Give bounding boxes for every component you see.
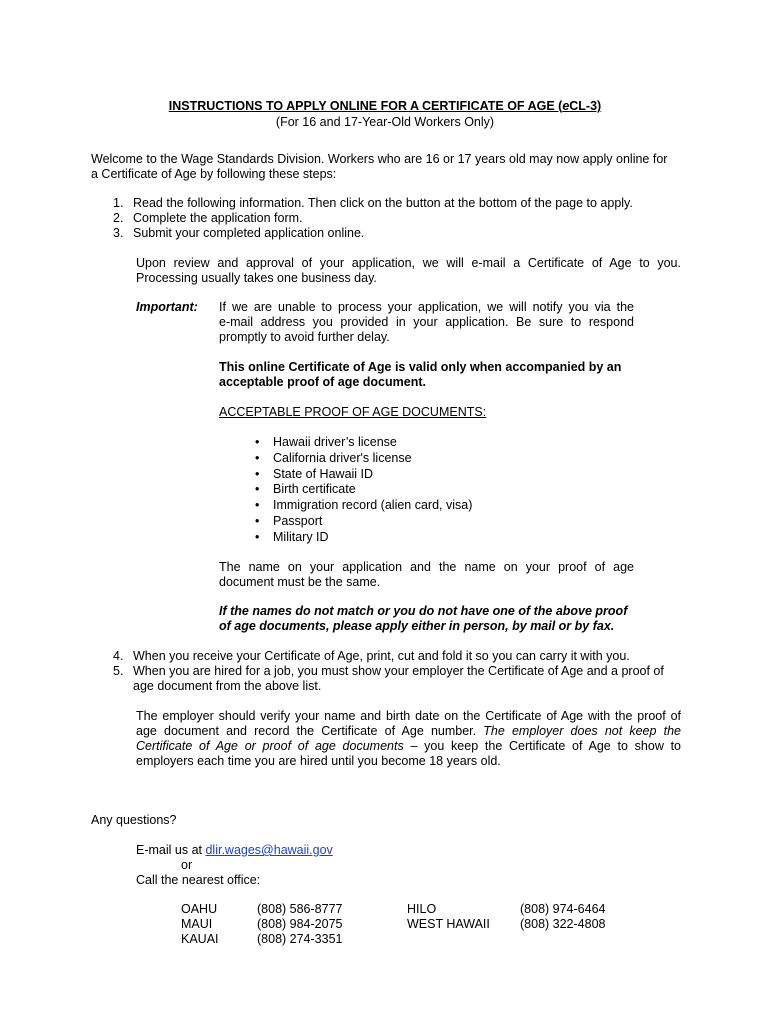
- employer-paragraph: [136, 709, 681, 769]
- page-title: [0, 99, 770, 114]
- bullet-icon: •: [255, 435, 260, 449]
- review-paragraph: [136, 256, 681, 286]
- employer-text-italic: Certificate of Age or proof of age documents: [136, 739, 404, 753]
- list-item: [255, 482, 472, 498]
- doc-label: Passport: [273, 513, 323, 528]
- questions-heading: Any questions?: [91, 813, 177, 827]
- step-text: Read the following information. Then click on the button at the bottom of the page to apply.: [133, 196, 633, 210]
- list-item: [113, 226, 633, 241]
- list-item: [113, 664, 664, 679]
- important-line: promptly to avoid further delay.: [219, 330, 390, 344]
- office-name: HILO: [407, 902, 437, 916]
- office-name: OAHU: [181, 902, 218, 916]
- review-line: Processing usually takes one business day.: [136, 271, 377, 285]
- name-match-paragraph: [219, 560, 634, 590]
- office-row: [181, 902, 342, 917]
- offices-left: [181, 902, 342, 947]
- review-line: Upon review and approval of your application, we will e-mail a Certificate of Age to you.: [136, 256, 681, 270]
- office-name: WEST HAWAII: [407, 917, 490, 931]
- step-number: 5.: [113, 664, 124, 678]
- list-item: [255, 514, 472, 530]
- doc-label: Immigration record (alien card, visa): [273, 498, 473, 513]
- list-item: [255, 530, 472, 546]
- office-row: [407, 902, 605, 917]
- email-link[interactable]: dlir.wages@hawaii.gov: [205, 843, 333, 857]
- mismatch-note: [219, 604, 659, 634]
- employer-text-italic: The employer does not keep the: [483, 724, 681, 738]
- mismatch-note-line: of age documents, please apply either in person, by mail or by fax.: [219, 619, 615, 633]
- employer-line: The employer should verify your name and birth date on the Certificate of Age with the proof of: [136, 709, 681, 723]
- title-text-italic: e: [562, 99, 570, 113]
- name-match-line: document must be the same.: [219, 575, 381, 589]
- office-name: MAUI: [181, 917, 213, 931]
- bullet-icon: •: [255, 513, 260, 528]
- doc-label: Birth certificate: [273, 482, 356, 497]
- employer-line: [136, 739, 681, 754]
- office-name: KAUAI: [181, 932, 219, 946]
- step-text: Submit your completed application online.: [133, 226, 365, 240]
- doc-label: California driver's license: [273, 450, 412, 465]
- important-label: Important:: [136, 300, 198, 314]
- office-phone: (808) 322-4808: [520, 917, 606, 931]
- list-item: [255, 467, 472, 483]
- bullet-icon: •: [255, 529, 260, 544]
- office-row: [407, 917, 605, 932]
- bullet-icon: •: [255, 482, 260, 497]
- bullet-icon: •: [255, 450, 260, 465]
- office-row: [181, 932, 342, 947]
- intro-paragraph: [91, 152, 691, 182]
- step-text: age document from the above list.: [133, 679, 322, 693]
- list-item-continued: [113, 679, 664, 694]
- important-line: If we are unable to process your application, we will notify you via the: [219, 300, 634, 314]
- valid-note: [219, 360, 649, 390]
- valid-note-line: This online Certificate of Age is valid only when accompanied by an: [219, 360, 622, 374]
- doc-label: Military ID: [273, 529, 329, 544]
- doc-label: State of Hawaii ID: [273, 466, 374, 481]
- list-item: [255, 435, 472, 451]
- employer-line: [136, 724, 681, 739]
- offices-right: [407, 902, 605, 932]
- employer-text: age document and record the Certificate of Age number.: [136, 724, 484, 738]
- employer-text: – you keep the Certificate of Age to show to: [403, 739, 682, 753]
- bullet-icon: •: [255, 498, 260, 513]
- or-text: or: [181, 858, 193, 872]
- step-number: 4.: [113, 649, 124, 663]
- mismatch-note-line: If the names do not match or you do not have one of the above proof: [219, 604, 628, 618]
- title-text-end: CL-3): [569, 99, 602, 113]
- step-text: When you receive your Certificate of Age, print, cut and fold it so you can carry it with you.: [133, 649, 630, 663]
- office-phone: (808) 274-3351: [257, 932, 343, 946]
- office-phone: (808) 974-6464: [520, 902, 606, 916]
- intro-line: a Certificate of Age by following these steps:: [91, 167, 337, 181]
- page-subtitle: (For 16 and 17-Year-Old Workers Only): [275, 115, 495, 129]
- doc-label: Hawaii driver’s license: [273, 435, 397, 449]
- list-item: [255, 498, 472, 514]
- employer-line: employers each time you are hired until you become 18 years old.: [136, 754, 501, 768]
- step-number: 3.: [113, 226, 124, 240]
- valid-note-line: acceptable proof of age document.: [219, 375, 426, 389]
- list-item: [255, 451, 472, 467]
- important-line: e-mail address you provided in your application. Be sure to respond: [219, 315, 634, 329]
- title-text-start: INSTRUCTIONS TO APPLY ONLINE FOR A CERTIFICATE OF AGE (: [168, 99, 563, 113]
- office-phone: (808) 586-8777: [257, 902, 343, 916]
- list-item: [113, 211, 633, 226]
- email-prefix: E-mail us at: [136, 843, 206, 857]
- step-number: 1.: [113, 196, 124, 210]
- intro-line: Welcome to the Wage Standards Division. Workers who are 16 or 17 years old may now apply online for: [91, 152, 668, 166]
- office-phone: (808) 984-2075: [257, 917, 343, 931]
- step-number: 2.: [113, 211, 124, 225]
- office-row: [181, 917, 342, 932]
- step-text: When you are hired for a job, you must show your employer the Certificate of Age and a proof of: [133, 664, 664, 678]
- list-item: [113, 649, 664, 664]
- important-text: [219, 300, 634, 345]
- call-text: Call the nearest office:: [136, 873, 261, 887]
- docs-heading: ACCEPTABLE PROOF OF AGE DOCUMENTS:: [219, 405, 487, 419]
- email-line: [136, 843, 333, 858]
- step-text: Complete the application form.: [133, 211, 303, 225]
- bullet-icon: •: [255, 466, 260, 481]
- steps-list-a: [113, 196, 633, 241]
- list-item: [113, 196, 633, 211]
- docs-list: [255, 435, 472, 546]
- steps-list-b: [113, 649, 664, 694]
- name-match-line: The name on your application and the name on your proof of age: [219, 560, 634, 574]
